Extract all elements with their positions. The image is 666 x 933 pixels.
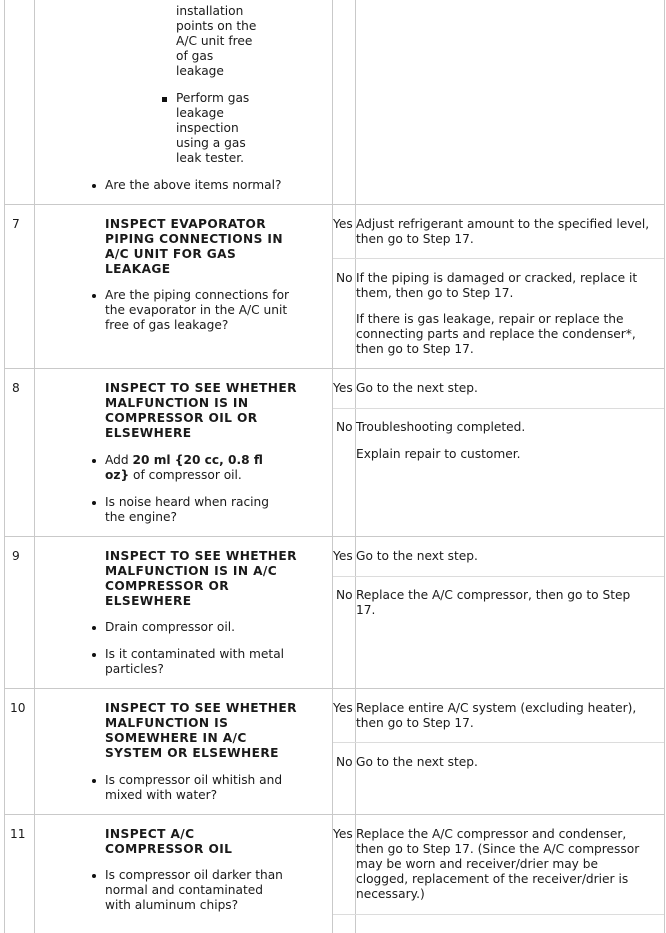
table-border-label: [355, 0, 356, 933]
row-divider: [4, 814, 665, 815]
step-number: 7: [12, 217, 20, 231]
bullet-dot-icon: [92, 184, 96, 188]
result-label-no: No: [336, 420, 353, 434]
table-border-num: [34, 0, 35, 933]
result-label-yes: Yes: [333, 827, 353, 841]
result-label-no: No: [336, 588, 353, 602]
result-label-yes: Yes: [333, 701, 353, 715]
row-divider: [4, 688, 665, 689]
result-label-no: No: [336, 755, 353, 769]
result-label-yes: Yes: [333, 381, 353, 395]
result-divider: [333, 258, 664, 259]
result-action: Go to the next step.: [356, 549, 478, 563]
bullet-dot-icon: [92, 653, 96, 657]
bullet-dot-icon: [92, 294, 96, 298]
result-divider: [333, 408, 664, 409]
result-action: Go to the next step.: [356, 755, 478, 769]
result-divider: [333, 576, 664, 577]
result-action: Go to the next step.: [356, 381, 478, 395]
result-divider: [333, 914, 664, 915]
square-bullet-icon: [162, 97, 167, 102]
row-divider: [4, 536, 665, 537]
step-number: 8: [12, 381, 20, 395]
bullet-dot-icon: [92, 779, 96, 783]
bullet-dot-icon: [92, 459, 96, 463]
table-border-left: [4, 0, 5, 933]
step-number: 10: [10, 701, 26, 715]
bullet-dot-icon: [92, 874, 96, 878]
step-number: 11: [10, 827, 26, 841]
table-border-right: [664, 0, 665, 933]
step-number: 9: [12, 549, 20, 563]
step-check-item: Drain compressor oil.: [105, 620, 235, 634]
result-label-yes: Yes: [333, 217, 353, 231]
top-step-question: Are the above items normal?: [105, 178, 282, 192]
row-divider: [4, 368, 665, 369]
table-border-step: [332, 0, 333, 933]
row-divider: [4, 204, 665, 205]
result-label-yes: Yes: [333, 549, 353, 563]
bullet-dot-icon: [92, 501, 96, 505]
result-label-no: No: [336, 271, 353, 285]
bullet-dot-icon: [92, 626, 96, 630]
result-divider: [333, 742, 664, 743]
